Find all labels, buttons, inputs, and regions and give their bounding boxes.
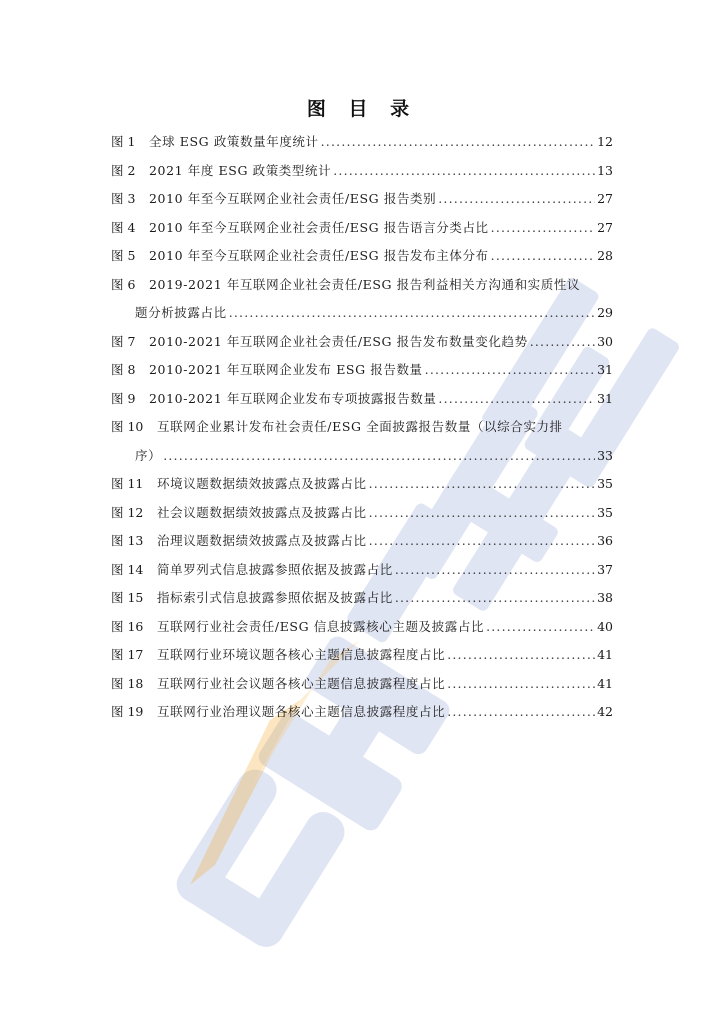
dot-leader <box>486 613 595 642</box>
toc-entry-line <box>111 527 613 556</box>
page-number: 38 <box>597 590 613 605</box>
figure-title: 互联网行业环境议题各核心主题信息披露程度占比 <box>157 647 446 662</box>
dot-leader <box>438 385 595 414</box>
dot-leader <box>530 328 595 357</box>
toc-entry[interactable] <box>111 556 613 585</box>
dot-leader <box>369 499 595 528</box>
toc-entry[interactable] <box>111 128 613 157</box>
dot-leader <box>491 214 595 243</box>
toc-entry-line <box>111 128 613 157</box>
figure-title: 治理议题数据绩效披露点及披露占比 <box>157 533 367 548</box>
figure-title: 题分析披露占比 <box>135 305 227 320</box>
toc-entry[interactable] <box>111 328 613 357</box>
figure-number: 图 2 <box>111 162 136 178</box>
dot-leader <box>163 442 595 471</box>
figure-title: 序） <box>135 447 162 463</box>
toc-entry[interactable] <box>111 157 613 186</box>
toc-entry[interactable] <box>111 613 613 642</box>
figure-title: 社会议题数据绩效披露点及披露占比 <box>157 504 367 520</box>
figure-number: 图 15 <box>111 590 144 605</box>
toc-entry[interactable] <box>111 385 613 414</box>
figure-number: 图 16 <box>111 618 144 634</box>
toc-entry-line <box>111 242 613 271</box>
page-number: 37 <box>597 561 613 577</box>
figure-number: 图 6 <box>111 276 136 292</box>
dot-leader <box>333 157 595 186</box>
page-number: 42 <box>597 704 613 719</box>
toc-entry-line <box>111 556 613 585</box>
toc-entry-line <box>111 214 613 243</box>
page-number: 36 <box>597 533 613 548</box>
figure-title: 2010 年至今互联网企业社会责任/ESG 报告发布主体分布 <box>149 248 489 263</box>
figure-number: 图 3 <box>111 191 136 206</box>
page-number: 29 <box>597 305 613 320</box>
toc-entry-line <box>111 413 613 442</box>
figure-title: 互联网企业累计发布社会责任/ESG 全面披露报告数量（以综合实力排 <box>157 419 563 434</box>
dot-leader <box>369 470 595 499</box>
toc-entry-line <box>111 698 613 727</box>
figure-title: 互联网行业治理议题各核心主题信息披露程度占比 <box>157 704 446 719</box>
figure-title: 2019-2021 年互联网企业社会责任/ESG 报告利益相关方沟通和实质性议 <box>149 276 581 292</box>
figure-title: 2010-2021 年互联网企业发布专项披露报告数量 <box>149 390 437 406</box>
page-number: 41 <box>597 675 613 691</box>
figure-number: 图 10 <box>111 419 144 434</box>
toc-entry-line <box>111 328 613 357</box>
figure-title: 简单罗列式信息披露参照依据及披露占比 <box>157 561 393 577</box>
figure-number: 图 11 <box>111 476 144 491</box>
page-number: 31 <box>597 362 613 377</box>
page-number: 41 <box>597 647 613 662</box>
toc-entry-line <box>111 356 613 385</box>
figure-number: 图 1 <box>111 134 136 149</box>
page-number: 35 <box>597 504 613 520</box>
toc-entry-line <box>111 470 613 499</box>
table-of-figures <box>111 128 613 727</box>
figure-number: 图 19 <box>111 704 144 719</box>
page-number: 40 <box>597 618 613 634</box>
figure-title: 2021 年度 ESG 政策类型统计 <box>149 162 332 178</box>
dot-leader <box>447 641 595 670</box>
page-number: 28 <box>597 248 613 263</box>
figure-number: 图 4 <box>111 219 136 235</box>
dot-leader <box>395 584 595 613</box>
page-number: 27 <box>597 219 613 235</box>
figure-number: 图 12 <box>111 504 144 520</box>
figure-number: 图 8 <box>111 362 136 377</box>
toc-entry-line <box>111 584 613 613</box>
toc-entry-continuation <box>111 442 613 471</box>
toc-entry[interactable] <box>111 670 613 699</box>
figure-title: 2010-2021 年互联网企业发布 ESG 报告数量 <box>149 362 423 377</box>
toc-entry-line <box>111 271 613 300</box>
figure-number: 图 5 <box>111 248 136 263</box>
toc-entry-line <box>111 385 613 414</box>
toc-entry[interactable] <box>111 271 613 328</box>
toc-entry[interactable] <box>111 641 613 670</box>
figure-number: 图 7 <box>111 333 136 349</box>
dot-leader <box>321 128 595 157</box>
page-number: 13 <box>597 162 613 178</box>
page-number: 35 <box>597 476 613 491</box>
dot-leader <box>369 527 595 556</box>
figure-title: 指标索引式信息披露参照依据及披露占比 <box>157 590 393 605</box>
toc-entry[interactable] <box>111 214 613 243</box>
figure-title: 2010 年至今互联网企业社会责任/ESG 报告类别 <box>149 191 437 206</box>
toc-entry[interactable] <box>111 185 613 214</box>
toc-entry-line <box>111 641 613 670</box>
toc-entry[interactable] <box>111 470 613 499</box>
dot-leader <box>229 299 595 328</box>
dot-leader <box>395 556 595 585</box>
dot-leader <box>447 698 595 727</box>
figure-title: 2010-2021 年互联网企业社会责任/ESG 报告发布数量变化趋势 <box>149 333 528 349</box>
toc-entry-line <box>111 613 613 642</box>
toc-entry-continuation <box>111 299 613 328</box>
figure-title: 环境议题数据绩效披露点及披露占比 <box>157 476 367 491</box>
figure-title: 互联网行业社会责任/ESG 信息披露核心主题及披露占比 <box>157 618 485 634</box>
figure-number: 图 9 <box>111 390 136 406</box>
toc-entry[interactable] <box>111 584 613 613</box>
figure-title: 互联网行业社会议题各核心主题信息披露程度占比 <box>157 675 446 691</box>
page-title: 图 目 录 <box>306 98 418 120</box>
toc-entry[interactable] <box>111 413 613 470</box>
page-number: 12 <box>597 134 613 149</box>
toc-entry-line <box>111 185 613 214</box>
page-number: 33 <box>597 447 613 463</box>
figure-title: 2010 年至今互联网企业社会责任/ESG 报告语言分类占比 <box>149 219 489 235</box>
figure-number: 图 14 <box>111 561 144 577</box>
toc-entry[interactable] <box>111 698 613 727</box>
toc-entry[interactable] <box>111 242 613 271</box>
toc-entry[interactable] <box>111 527 613 556</box>
dot-leader <box>447 670 595 699</box>
figure-number: 图 13 <box>111 533 144 548</box>
toc-entry-line <box>111 157 613 186</box>
figure-number: 图 17 <box>111 647 144 662</box>
dot-leader <box>491 242 595 271</box>
toc-entry-line <box>111 670 613 699</box>
toc-entry[interactable] <box>111 356 613 385</box>
page-number: 27 <box>597 191 613 206</box>
dot-leader <box>425 356 595 385</box>
page-number: 31 <box>597 390 613 406</box>
toc-entry[interactable] <box>111 499 613 528</box>
toc-entry-line <box>111 499 613 528</box>
dot-leader <box>438 185 595 214</box>
page-number: 30 <box>597 333 613 349</box>
figure-title: 全球 ESG 政策数量年度统计 <box>149 134 319 149</box>
figure-number: 图 18 <box>111 675 144 691</box>
